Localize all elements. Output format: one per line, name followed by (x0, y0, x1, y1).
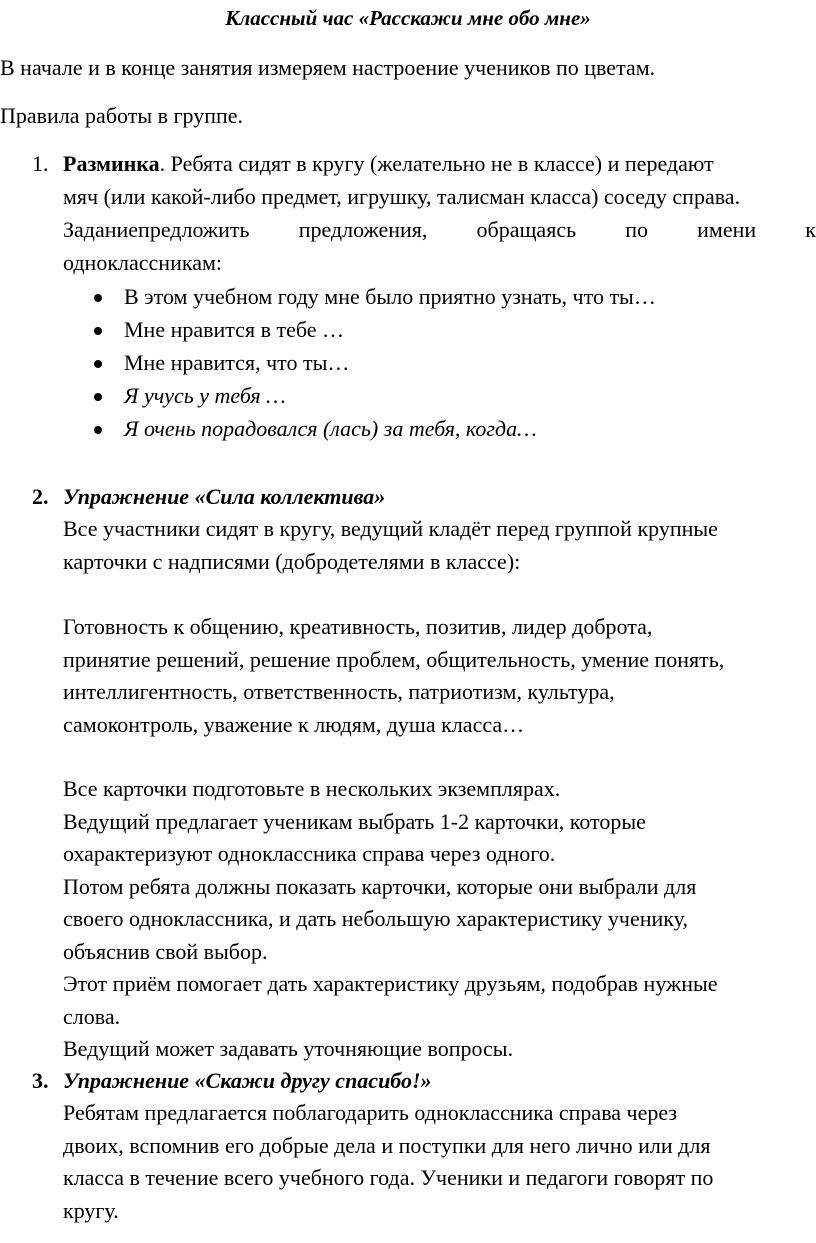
bullet-item: Я учусь у тебя … (124, 383, 286, 408)
section-1-line-4: одноклассникам: (63, 250, 222, 275)
bullet-icon (92, 325, 104, 337)
section-1-line-3 (63, 214, 816, 246)
section-1-word: обращаясь (476, 217, 577, 242)
intro-paragraph: В начале и в конце занятия измеряем настроение учеников по цветам. (0, 55, 656, 80)
section-2-instructions-line: Все карточки подготовьте в нескольких экземплярах. (63, 776, 561, 801)
section-3-paragraph-line: двоих, вспомнив его добрые дела и поступки для него лично или для (63, 1133, 711, 1158)
bullet-icon (92, 358, 104, 370)
section-3-paragraph-line: кругу. (63, 1198, 119, 1223)
section-2-paragraph-line: Все участники сидят в кругу, ведущий кладёт перед группой крупные (63, 516, 718, 541)
rules-heading: Правила работы в группе. (0, 103, 244, 128)
section-2-instructions-line: слова. (63, 1004, 121, 1029)
section-3-heading: Упражнение «Скажи другу спасибо!» (63, 1068, 432, 1093)
virtues-list-line: принятие решений, решение проблем, общительность, умение понять, (63, 647, 725, 672)
section-3-paragraph-line: Ребятам предлагается поблагодарить одноклассника справа через (63, 1100, 678, 1125)
section-1-word: по (625, 217, 649, 242)
section-1-line-1 (63, 148, 816, 180)
bullet-icon (92, 391, 104, 403)
section-2-heading: Упражнение «Сила коллектива» (63, 484, 386, 509)
section-2-number: 2. (32, 484, 49, 509)
page-title: Классный час «Расскажи мне обо мне» (225, 6, 591, 30)
section-2-paragraph-line: карточки с надписями (добродетелями в классе): (63, 549, 521, 574)
bullet-item: Мне нравится в тебе … (124, 317, 344, 342)
bullet-icon (92, 292, 104, 304)
section-3-number: 3. (32, 1068, 49, 1093)
virtues-list-line: интеллигентность, ответственность, патриотизм, культура, (63, 679, 615, 704)
section-1-word: имени (697, 217, 757, 242)
section-1-number: 1. (32, 151, 49, 176)
virtues-list-line: Готовность к общению, креативность, позитив, лидер доброта, (63, 614, 653, 639)
section-2-instructions-line: своего одноклассника, и дать небольшую характеристику ученику, (63, 906, 688, 931)
section-1-word: предложения, (298, 217, 428, 242)
section-3-paragraph-line: класса в течение всего учебного года. Ученики и педагоги говорят по (63, 1165, 714, 1190)
section-2-instructions-line: Потом ребята должны показать карточки, которые они выбрали для (63, 874, 697, 899)
bullet-icon (92, 424, 104, 436)
bullet-item: Я очень порадовался (лась) за тебя, когда… (124, 416, 537, 441)
section-1-word: к (805, 217, 816, 242)
section-1-line-1-text: . Ребята сидят в кругу (желательно не в классе) и передают (159, 151, 714, 176)
section-2-instructions-line: Этот приём помогает дать характеристику друзьям, подобрав нужные (63, 971, 718, 996)
bullet-item: В этом учебном году мне было приятно узнать, что ты… (124, 284, 656, 309)
section-2-instructions-line: Ведущий может задавать уточняющие вопросы. (63, 1036, 514, 1061)
section-2-instructions-line: объяснив свой выбор. (63, 939, 268, 964)
section-2-instructions-line: Ведущий предлагает ученикам выбрать 1-2 карточки, которые (63, 809, 646, 834)
section-1-word: Заданиепредложить (63, 217, 250, 242)
section-1-heading: Разминка (63, 151, 160, 176)
virtues-list-line: самоконтроль, уважение к людям, душа класса… (63, 712, 525, 737)
section-2-instructions-line: охарактеризуют одноклассника справа через одного. (63, 841, 556, 866)
section-1-line-2: мяч (или какой-либо предмет, игрушку, талисман класса) соседу справа. (63, 184, 741, 209)
bullet-item: Мне нравится, что ты… (124, 350, 350, 375)
